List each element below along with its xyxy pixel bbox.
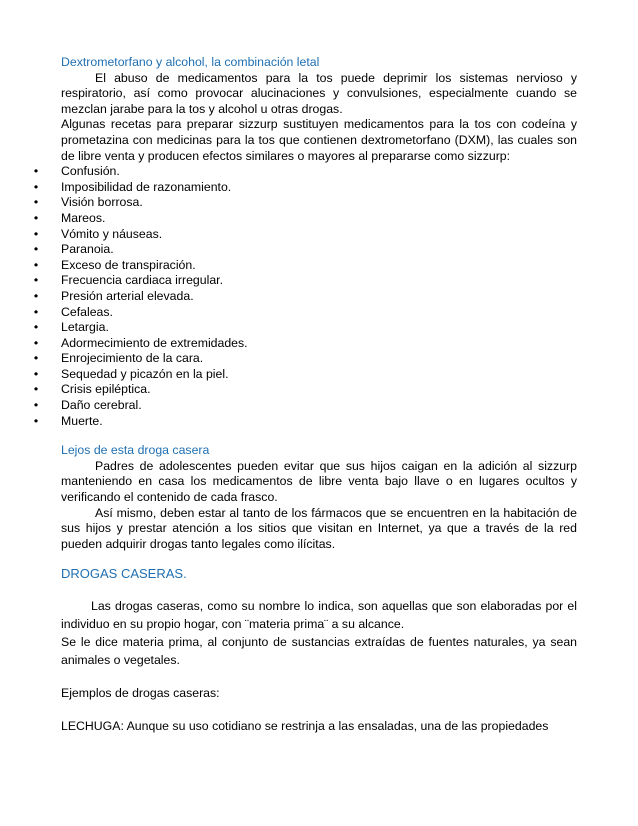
list-item: • Daño cerebral. — [61, 398, 577, 414]
list-item: • Letargia. — [61, 320, 577, 336]
paragraph-lechuga: LECHUGA: Aunque su uso cotidiano se restrinja a las ensaladas, una de las propiedades — [61, 719, 549, 733]
bullet-icon: • — [33, 195, 39, 210]
list-item: • Confusión. — [61, 164, 577, 180]
list-item: • Adormecimiento de extremidades. — [61, 336, 577, 352]
list-item: • Enrojecimiento de la cara. — [61, 351, 577, 367]
bullet-icon: • — [33, 226, 39, 241]
bullet-icon: • — [33, 304, 39, 319]
bullet-icon: • — [33, 242, 39, 257]
list-item: • Imposibilidad de razonamiento. — [61, 180, 577, 196]
paragraph-padres: Padres de adolescentes pueden evitar que sus hijos caigan en la adición al sizzurp manteniendo en casa los medicamentos de libre venta bajo llave o en lugares ocultos y verificando el contenido de cada frasco. — [61, 458, 577, 505]
bullet-icon: • — [33, 257, 39, 272]
list-item: • Cefaleas. — [61, 305, 577, 321]
list-item: • Visión borrosa. — [61, 195, 577, 211]
heading-drogas-caseras: DROGAS CASERAS. — [61, 566, 187, 582]
list-item: • Vómito y náuseas. — [61, 227, 577, 243]
paragraph-definicion: Las drogas caseras, como su nombre lo indica, son aquellas que son elaboradas por el individuo en su propio hogar, con ¨materia prima¨ a su alcance. — [61, 599, 577, 631]
bullet-icon: • — [33, 398, 39, 413]
bullet-icon: • — [33, 164, 39, 179]
heading-lejos: Lejos de esta droga casera — [61, 443, 210, 458]
bullet-icon: • — [33, 351, 39, 366]
list-item: • Sequedad y picazón en la piel. — [61, 367, 577, 383]
list-item: • Muerte. — [61, 414, 577, 430]
bullet-icon: • — [33, 273, 39, 288]
bullet-icon: • — [33, 179, 39, 194]
list-item: • Crisis epiléptica. — [61, 382, 577, 398]
effects-list — [33, 164, 577, 429]
list-item: • Exceso de transpiración. — [61, 258, 577, 274]
examples-title: Ejemplos de drogas caseras: — [61, 686, 220, 700]
document-body — [33, 55, 577, 735]
bullet-icon: • — [33, 366, 39, 381]
bullet-icon: • — [33, 288, 39, 303]
list-item: • Presión arterial elevada. — [61, 289, 577, 305]
paragraph-materia-prima: Se le dice materia prima, al conjunto de sustancias extraídas de fuentes naturales, ya sean animales o vegetales. — [61, 635, 577, 667]
bullet-icon: • — [33, 335, 39, 350]
list-item: • Frecuencia cardiaca irregular. — [61, 273, 577, 289]
list-item: • Paranoia. — [61, 242, 577, 258]
bullet-icon: • — [33, 210, 39, 225]
heading-dextrometorfano: Dextrometorfano y alcohol, la combinación letal — [61, 55, 320, 69]
paragraph-abuso: El abuso de medicamentos para la tos puede deprimir los sistemas nervioso y respiratorio, así como provocar alucinaciones y convulsiones, especialmente cuando se mezclan jarabe para la tos y alcohol u otras drogas. — [61, 70, 577, 116]
paragraph-asimismo: Así mismo, deben estar al tanto de los fármacos que se encuentren en la habitación de sus hijos y prestar atención a los sitios que visitan en Internet, ya que a través de la red pueden adquirir drogas tanto legales como ilícitas. — [61, 505, 577, 551]
bullet-icon: • — [33, 413, 39, 428]
bullet-icon: • — [33, 382, 39, 397]
paragraph-recetas: Algunas recetas para preparar sizzurp sustituyen medicamentos para la tos con codeína y prometazina con medicinas para la tos que contienen dextrometorfano (DXM), las cuales son de libre venta y producen efectos similares o mayores al prepararse como sizzurp: — [61, 117, 577, 163]
list-item: • Mareos. — [61, 211, 577, 227]
bullet-icon: • — [33, 320, 39, 335]
